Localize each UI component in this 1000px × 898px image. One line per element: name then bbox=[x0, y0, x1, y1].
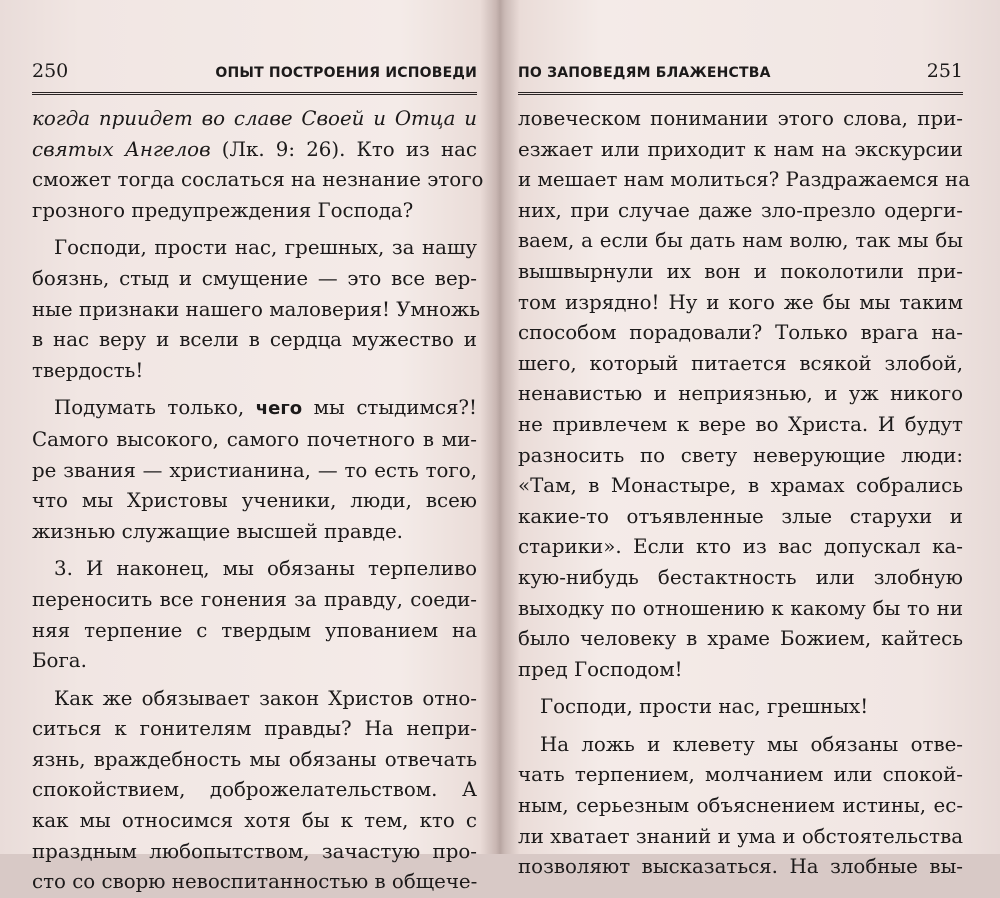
text-line: боязнь, стыд и смущение — это все вер- bbox=[32, 266, 477, 290]
text-line: кую-нибудь бестактность или злобную bbox=[518, 565, 963, 589]
text-line: том изрядно! Ну и кого же бы мы таким bbox=[518, 290, 963, 314]
text-line: пред Господом! bbox=[518, 657, 683, 681]
text-line: ловеческом понимании этого слова, при- bbox=[518, 107, 963, 130]
text-line: было человеку в храме Божием, кайтесь bbox=[518, 627, 963, 651]
text-line: няя терпение с твердым упованием на bbox=[32, 618, 477, 642]
text-line: Бога. bbox=[32, 649, 87, 673]
text-line: переносить все гонения за правду, соеди- bbox=[32, 587, 477, 611]
header-rule bbox=[518, 92, 963, 95]
left-page bbox=[32, 0, 484, 894]
page-number: 250 bbox=[32, 60, 69, 82]
text-line: На ложь и клевету мы обязаны отве- bbox=[540, 732, 963, 756]
running-title: ОПЫТ ПОСТРОЕНИЯ ИСПОВЕДИ bbox=[215, 65, 477, 81]
text-line: какие-то отъявленные злые старухи и bbox=[518, 504, 963, 528]
running-title: ПО ЗАПОВЕДЯМ БЛАЖЕНСТВА bbox=[518, 65, 771, 81]
text-line: Самого высокого, самого почетного в ми- bbox=[32, 427, 477, 451]
left-page-header bbox=[32, 60, 477, 88]
text-line: в нас веру и всели в сердца мужество и bbox=[32, 328, 477, 352]
text-line: 3. И наконец, мы обязаны терпеливо bbox=[54, 557, 477, 581]
text-line: ным, серьезным объяснением истины, ес- bbox=[518, 794, 963, 818]
text-line: ли хватает знаний и ума и обстоятельства bbox=[518, 824, 963, 848]
header-rule bbox=[32, 92, 477, 95]
text-line: ненавистью и неприязнью, и уж никого bbox=[518, 382, 963, 406]
text-line: сможет тогда сослаться на незнание этого bbox=[32, 168, 484, 192]
text-line: как мы относимся хотя бы к тем, кто с bbox=[32, 809, 477, 833]
emphasis-word: чего bbox=[255, 398, 303, 420]
text-line: вышвырнули их вон и поколотили при- bbox=[518, 259, 963, 283]
text-line: старики». Если кто из вас допускал ка- bbox=[518, 535, 963, 559]
text-line: и мешает нам молиться? Раздражаемся на bbox=[518, 168, 970, 192]
text-line: шего, который питается всякой злобой, bbox=[518, 351, 963, 375]
text-line bbox=[32, 135, 477, 166]
text-line bbox=[32, 393, 477, 425]
text-line: твердость! bbox=[32, 358, 144, 382]
right-page-header bbox=[518, 60, 963, 88]
text-line: не привлечем к вере во Христа. И будут bbox=[518, 412, 963, 436]
text-fragment: (Лк. 9: 26). Кто из нас bbox=[221, 137, 478, 161]
text-line: грозного предупреждения Господа? bbox=[32, 198, 414, 222]
text-line: Господи, прости нас, грешных, за нашу bbox=[54, 236, 477, 260]
text-line: выходку по отношению к какому бы то ни bbox=[518, 596, 963, 620]
text-fragment: мы стыдимся?! bbox=[313, 396, 477, 420]
text-line: что мы Христовы ученики, люди, всею bbox=[32, 489, 477, 513]
text-line: езжает или приходит к нам на экскурсии bbox=[518, 137, 963, 161]
text-line: жизнью служащие высшей правде. bbox=[32, 519, 403, 543]
text-line: праздным любопытством, зачастую про- bbox=[32, 839, 477, 863]
text-line: Как же обязывает закон Христов отно- bbox=[54, 686, 477, 710]
text-line: способом порадовали? Только врага на- bbox=[518, 321, 963, 345]
page-number: 251 bbox=[926, 60, 963, 82]
right-page-text bbox=[518, 104, 970, 883]
text-line: язнь, враждебность мы обязаны отвечать bbox=[32, 747, 477, 771]
right-page bbox=[518, 0, 970, 879]
left-page-text bbox=[32, 104, 484, 898]
text-line: разносить по свету неверующие люди: bbox=[518, 443, 963, 467]
text-line: ные признаки нашего маловерия! Умножь bbox=[32, 297, 480, 321]
text-line: сто со сворю невоспитанностью в общече- bbox=[32, 870, 478, 894]
text-line: «Там, в Монастыре, в храмах собрались bbox=[518, 474, 963, 498]
text-line: ре звания — христианина, — то есть того, bbox=[32, 458, 477, 482]
text-line: ваем, а если бы дать нам волю, так мы бы bbox=[518, 229, 963, 253]
text-line: спокойствием, доброжелательством. А bbox=[32, 778, 477, 802]
text-line: них, при случае даже зло-презло одерги- bbox=[518, 198, 963, 222]
text-line: Господи, прости нас, грешных! bbox=[540, 695, 869, 719]
text-line: когда приидет во славе Своей и Отца и bbox=[32, 107, 477, 130]
text-fragment: Подумать только, bbox=[54, 396, 245, 420]
text-line: позволяют высказаться. На злобные вы- bbox=[518, 855, 963, 879]
text-line: чать терпением, молчанием или спокой- bbox=[518, 763, 963, 787]
text-line: ситься к гонителям правды? На непри- bbox=[32, 717, 477, 741]
text-fragment: святых Ангелов bbox=[32, 137, 211, 161]
